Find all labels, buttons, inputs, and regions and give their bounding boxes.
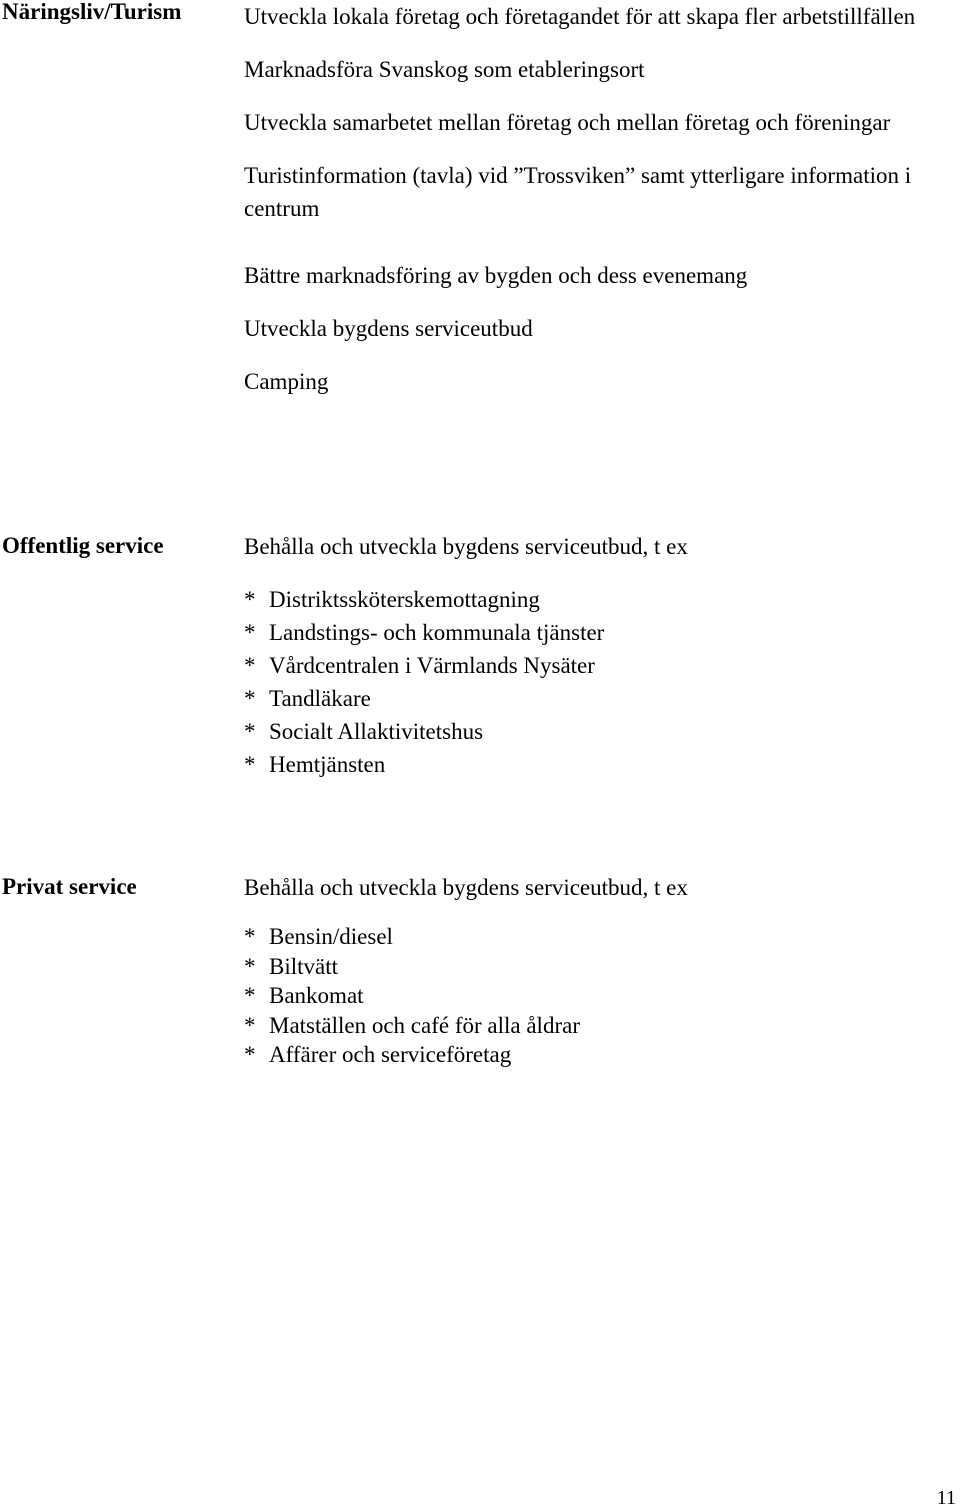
- list-item: [244, 748, 944, 781]
- list-item-text: Vårdcentralen i Värmlands Nysäter: [269, 653, 595, 678]
- section-content: [244, 0, 944, 418]
- bullet-marker: *: [244, 1012, 256, 1038]
- list-item-text: Biltvätt: [269, 953, 338, 979]
- list-item-text: Bankomat: [269, 983, 364, 1008]
- list-item-text: Tandläkare: [269, 686, 371, 711]
- service-list: [244, 922, 944, 1070]
- bullet-marker: *: [244, 953, 256, 979]
- goal-item: Utveckla samarbetet mellan företag och mellan företag och föreningar: [244, 110, 891, 135]
- section-intro: Behålla och utveckla bygdens serviceutbud, t ex: [244, 534, 688, 559]
- section-label: Privat service: [2, 874, 137, 899]
- bullet-marker: *: [244, 924, 256, 949]
- list-item-text: Distriktssköterskemottagning: [269, 587, 540, 612]
- list-item-text: Hemtjänsten: [269, 752, 386, 777]
- bullet-marker: *: [244, 686, 256, 711]
- section-content: [244, 530, 944, 781]
- bullet-marker: *: [244, 620, 256, 645]
- list-item-text: Bensin/diesel: [269, 924, 393, 949]
- goal-item: Camping: [244, 369, 329, 394]
- service-list: [244, 583, 944, 781]
- list-item-text: Socialt Allaktivitetshus: [269, 719, 484, 744]
- bullet-marker: *: [244, 653, 256, 678]
- list-item-text: Landstings- och kommunala tjänster: [269, 620, 605, 645]
- goal-item: Marknadsföra Svanskog som etableringsort: [244, 57, 645, 82]
- list-item-text: Matställen och café för alla åldrar: [269, 1012, 580, 1038]
- list-item-text: Affärer och serviceföretag: [269, 1042, 512, 1067]
- list-item: [244, 981, 944, 1011]
- list-item: [244, 715, 944, 748]
- list-item: [244, 649, 944, 682]
- page-number: 11: [936, 1487, 956, 1509]
- section-label: Offentlig service: [2, 533, 164, 558]
- goal-item: Bättre marknadsföring av bygden och dess evenemang: [244, 263, 748, 288]
- section-intro: Behålla och utveckla bygdens serviceutbud, t ex: [244, 875, 688, 900]
- list-item: [244, 682, 944, 715]
- section-label: Näringsliv/Turism: [2, 0, 182, 24]
- list-item: [244, 952, 944, 982]
- bullet-marker: *: [244, 983, 256, 1008]
- bullet-marker: *: [244, 719, 256, 744]
- goal-item: Utveckla lokala företag och företagandet för att skapa fler arbetstillfällen: [244, 4, 916, 29]
- list-item: [244, 1011, 944, 1041]
- bullet-marker: *: [244, 752, 256, 777]
- list-item: [244, 1040, 944, 1070]
- goal-item: Turistinformation (tavla) vid ”Trossviken” samt ytterligare information i centrum: [244, 163, 912, 221]
- goal-item: Utveckla bygdens serviceutbud: [244, 316, 533, 341]
- bullet-marker: *: [244, 1042, 256, 1067]
- bullet-marker: *: [244, 587, 256, 612]
- list-item: [244, 583, 944, 616]
- list-item: [244, 922, 944, 952]
- list-item: [244, 616, 944, 649]
- section-content: [244, 871, 944, 1070]
